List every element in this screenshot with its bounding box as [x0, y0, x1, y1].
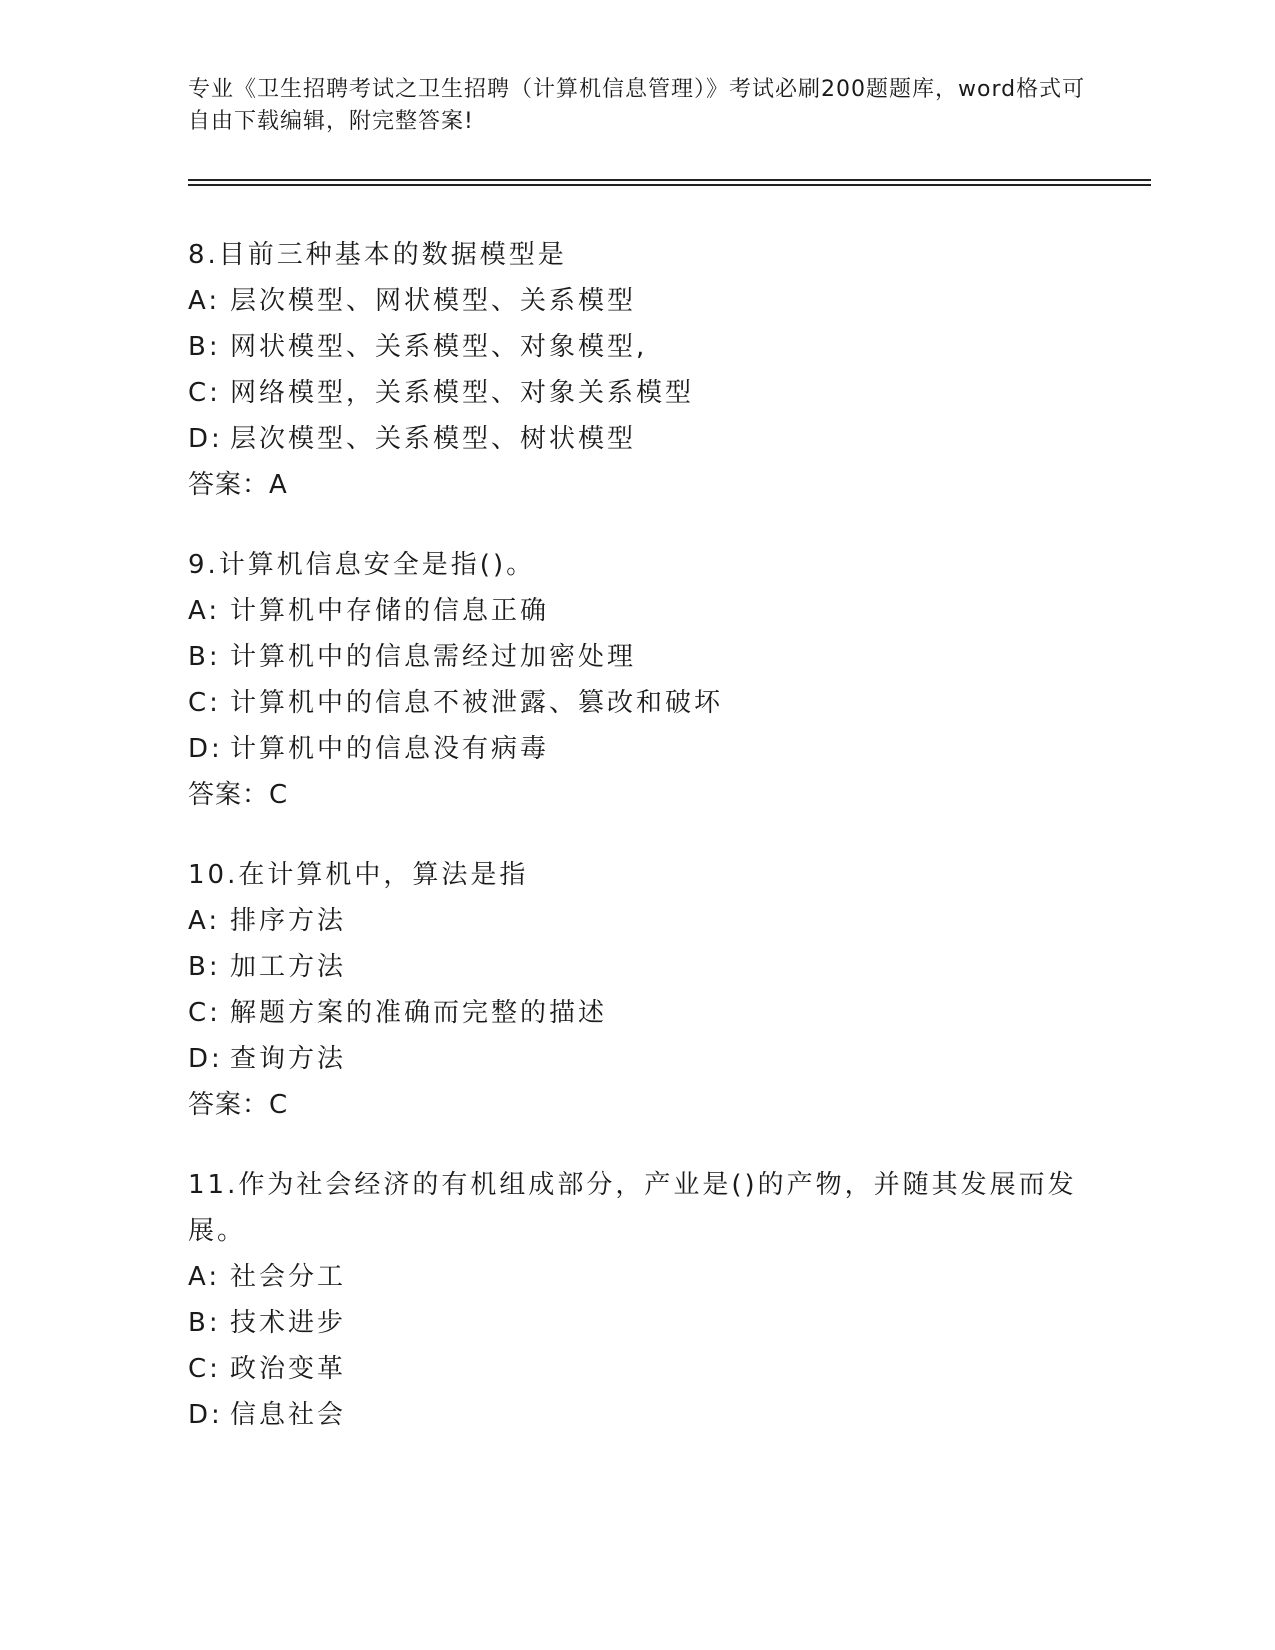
- option-label: A:: [188, 596, 221, 626]
- option-text: 信息社会: [230, 1400, 347, 1430]
- option-label: C:: [188, 998, 221, 1028]
- option-label: C:: [188, 378, 221, 408]
- option-text: 技术进步: [230, 1308, 347, 1338]
- header-divider-bottom: [188, 184, 1151, 186]
- option-d: [188, 726, 1088, 772]
- option-text: 计算机中的信息不被泄露、篡改和破坏: [230, 688, 724, 718]
- option-c: [188, 370, 1088, 416]
- option-label: C:: [188, 1354, 221, 1384]
- option-c: [188, 680, 1088, 726]
- option-label: B:: [188, 332, 221, 362]
- option-text: 社会分工: [230, 1262, 347, 1292]
- option-text: 政治变革: [230, 1354, 347, 1384]
- option-b: [188, 944, 1088, 990]
- option-label: D:: [188, 734, 223, 764]
- option-label: D:: [188, 1044, 223, 1074]
- option-a: [188, 588, 1088, 634]
- option-d: [188, 1392, 1088, 1438]
- option-text: 网络模型，关系模型、对象关系模型: [230, 378, 695, 408]
- option-text: 加工方法: [230, 952, 347, 982]
- option-text: 计算机中存储的信息正确: [230, 596, 550, 626]
- option-label: B:: [188, 1308, 221, 1338]
- option-a: [188, 1254, 1088, 1300]
- answer-line: 答案：C: [188, 1090, 289, 1120]
- option-text: 层次模型、网状模型、关系模型: [230, 286, 637, 316]
- option-b: [188, 324, 1088, 370]
- document-header: [188, 74, 1088, 138]
- question-9: [188, 542, 1088, 818]
- option-b: [188, 1300, 1088, 1346]
- option-c: [188, 1346, 1088, 1392]
- option-label: A:: [188, 906, 221, 936]
- option-a: [188, 278, 1088, 324]
- question-stem: 10.在计算机中，算法是指: [188, 860, 529, 890]
- option-label: D:: [188, 424, 223, 454]
- question-8: [188, 232, 1088, 508]
- question-list: [188, 232, 1088, 1472]
- question-stem: 11.作为社会经济的有机组成部分，产业是()的产物，并随其发展而发展。: [188, 1170, 1077, 1246]
- option-text: 层次模型、关系模型、树状模型: [230, 424, 637, 454]
- option-text: 计算机中的信息没有病毒: [230, 734, 550, 764]
- option-label: D:: [188, 1400, 223, 1430]
- option-label: B:: [188, 642, 221, 672]
- option-b: [188, 634, 1088, 680]
- question-11: [188, 1162, 1088, 1438]
- question-stem: 9.计算机信息安全是指()。: [188, 550, 536, 580]
- header-divider-top: [188, 179, 1151, 181]
- option-label: A:: [188, 286, 221, 316]
- option-label: A:: [188, 1262, 221, 1292]
- option-text: 解题方案的准确而完整的描述: [230, 998, 608, 1028]
- option-text: 查询方法: [230, 1044, 347, 1074]
- option-text: 排序方法: [230, 906, 347, 936]
- document-title: 专业《卫生招聘考试之卫生招聘（计算机信息管理）》考试必刷200题题库，word格式可自由下载编辑，附完整答案!: [188, 77, 1086, 134]
- option-label: C:: [188, 688, 221, 718]
- option-a: [188, 898, 1088, 944]
- option-c: [188, 990, 1088, 1036]
- question-stem: 8.目前三种基本的数据模型是: [188, 240, 567, 270]
- option-d: [188, 416, 1088, 462]
- option-label: B:: [188, 952, 221, 982]
- question-10: [188, 852, 1088, 1128]
- option-d: [188, 1036, 1088, 1082]
- option-text: 计算机中的信息需经过加密处理: [230, 642, 637, 672]
- answer-line: 答案：C: [188, 780, 289, 810]
- option-text: 网状模型、关系模型、对象模型,: [230, 332, 648, 362]
- answer-line: 答案：A: [188, 470, 288, 500]
